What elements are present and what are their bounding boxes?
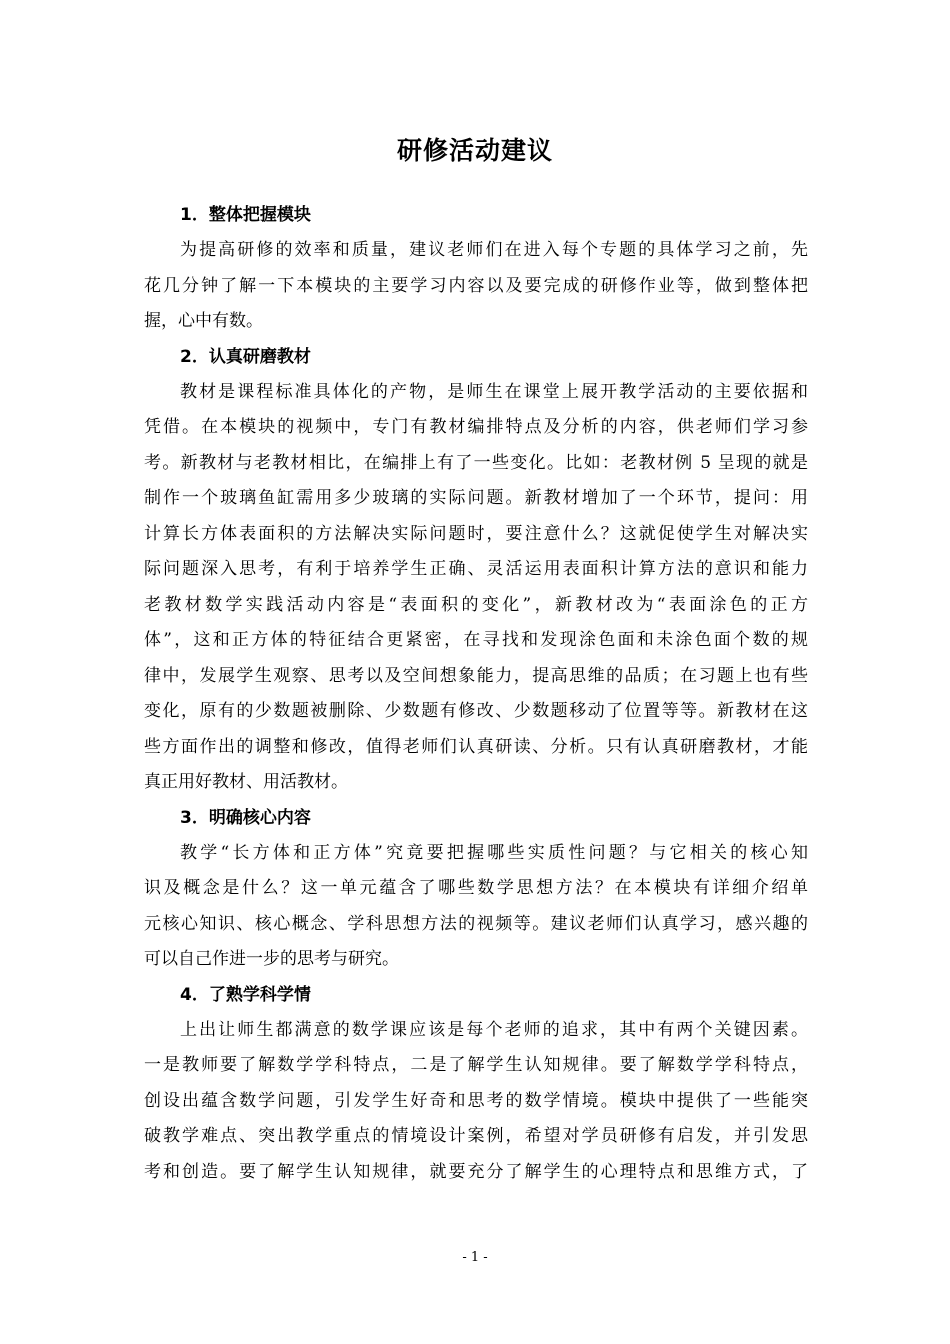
text-line: 际问题深入思考，有利于培养学生正确、灵活运用表面积计算方法的意识和能力 [144,559,808,579]
text-line: 律中，发展学生观察、思考以及空间想象能力，提高思维的品质；在习题上也有些 [144,665,808,686]
text-line: 为提高研修的效率和质量，建议老师们在进入每个专题的具体学习之前，先 [180,240,808,260]
section-heading: 3．明确核心内容 [180,807,311,828]
text-line: 上出让师生都满意的数学课应该是每个老师的追求，其中有两个关键因素。 [180,1019,808,1040]
section-2 [144,340,808,801]
text-line: 创设出蕴含数学问题，引发学生好奇和思考的数学情境。模块中提供了一些能突 [144,1090,808,1111]
section-3 [144,801,808,978]
text-line: 识及概念是什么？这一单元蕴含了哪些数学思想方法？在本模块有详细介绍单 [144,878,808,898]
section-heading: 4．了熟学科学情 [180,984,311,1005]
text-line: 真正用好教材、用活教材。 [144,772,348,792]
text-line: 一是教师要了解数学学科特点，二是了解学生认知规律。要了解数学学科特点， [144,1055,808,1075]
document-body [144,198,808,1190]
text-line: 教学“长方体和正方体”究竟要把握哪些实质性问题？与它相关的核心知 [180,842,808,863]
paragraph [144,233,808,340]
text-line: 破教学难点、突出教学重点的情境设计案例，希望对学员研修有启发，并引发思 [144,1126,808,1146]
text-line: 握，心中有数。 [144,311,263,331]
text-line: 凭借。在本模块的视频中，专门有教材编排特点及分析的内容，供老师们学习参 [144,417,808,437]
text-line: 教材是课程标准具体化的产物，是师生在课堂上展开教学活动的主要依据和 [180,381,808,402]
section-heading: 2．认真研磨教材 [180,346,311,367]
text-line: 制作一个玻璃鱼缸需用多少玻璃的实际问题。新教材增加了一个环节，提问：用 [144,488,808,508]
page-number: - 1 - [462,1250,488,1265]
paragraph [144,1013,808,1191]
text-line: 花几分钟了解一下本模块的主要学习内容以及要完成的研修作业等，做到整体把 [144,275,808,296]
text-line: 可以自己作进一步的思考与研究。 [144,949,399,969]
text-line: 计算长方体表面积的方法解决实际问题时，要注意什么？这就促使学生对解决实 [144,523,808,544]
text-line: 体”，这和正方体的特征结合更紧密，在寻找和发现涂色面和未涂色面个数的规 [144,630,808,650]
page-title: 研修活动建议 [396,136,553,165]
section-1 [144,198,808,340]
text-line: 考和创造。要了解学生认知规律，就要充分了解学生的心理特点和思维方式，了 [144,1161,808,1182]
section-heading: 1．整体把握模块 [180,205,311,225]
text-line: 老教材数学实践活动内容是“表面积的变化”，新教材改为“表面涂色的正方 [144,594,808,615]
text-line: 变化，原有的少数题被删除、少数题有修改、少数题移动了位置等等。新教材在这 [144,701,808,721]
paragraph [144,836,808,978]
text-line: 些方面作出的调整和修改，值得老师们认真研读、分析。只有认真研磨教材，才能 [144,736,808,757]
section-4 [144,978,808,1191]
paragraph [144,375,808,801]
text-line: 考。新教材与老教材相比，在编排上有了一些变化。比如：老教材例 5 呈现的就是 [144,452,808,473]
text-line: 元核心知识、核心概念、学科思想方法的视频等。建议老师们认真学习，感兴趣的 [144,913,808,934]
